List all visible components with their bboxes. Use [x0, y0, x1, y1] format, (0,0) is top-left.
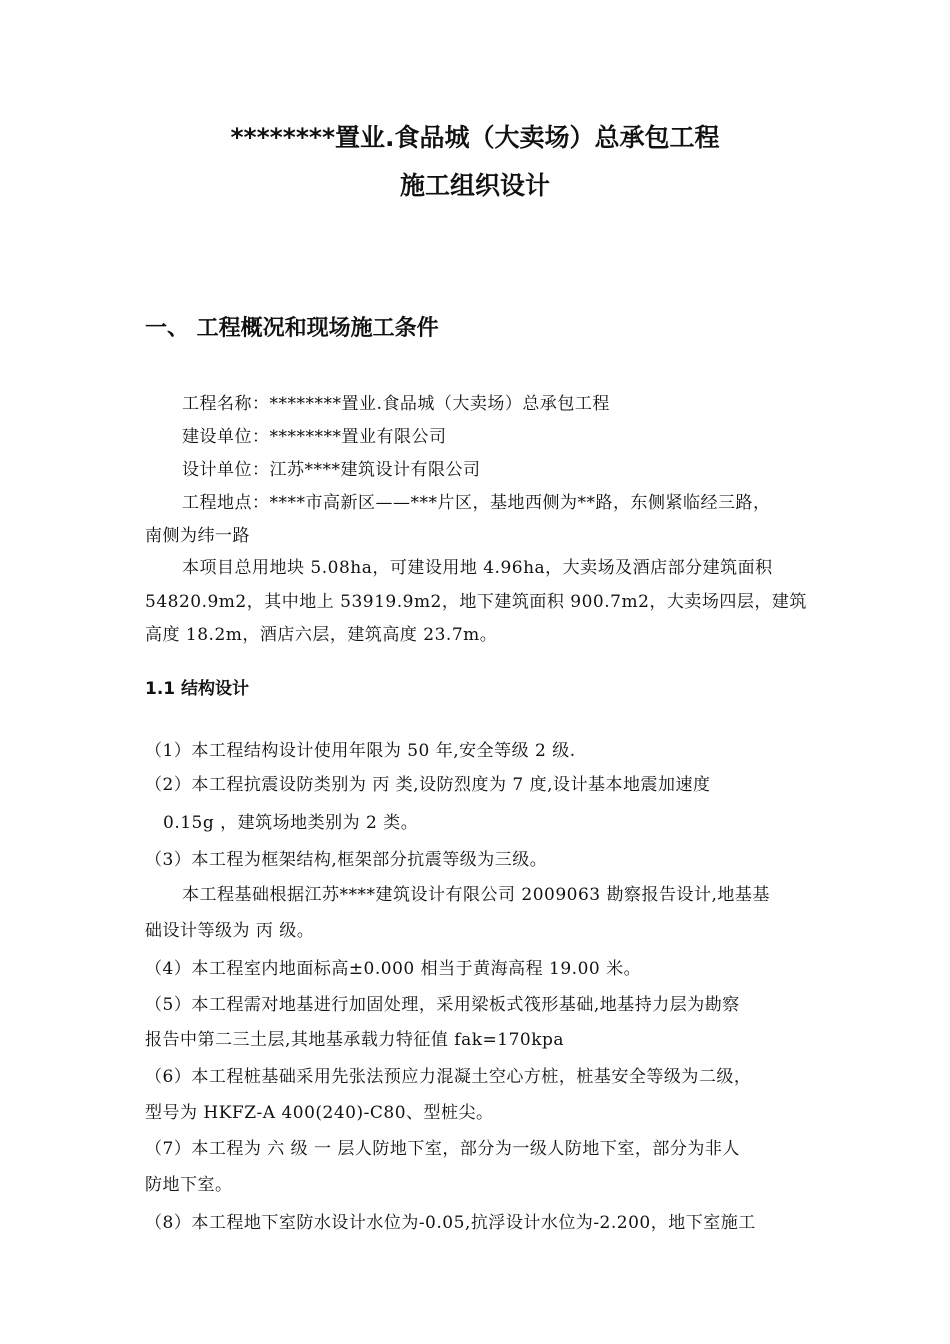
paragraph-line: 0.15g ，建筑场地类别为 2 类。: [163, 813, 419, 833]
paragraph-line: （8）本工程地下室防水设计水位为-0.05,抗浮设计水位为-2.200，地下室施工: [145, 1213, 756, 1233]
paragraph-line: 型号为 HKFZ-A 400(240)-C80、型桩尖。: [145, 1103, 494, 1123]
section-heading: 一、 工程概况和现场施工条件: [145, 316, 439, 341]
paragraph-line: （6）本工程桩基础采用先张法预应力混凝土空心方桩，桩基安全等级为二级，: [145, 1067, 752, 1087]
subsection-heading: 1.1 结构设计: [145, 679, 250, 699]
paragraph-line: 高度 18.2m，酒店六层，建筑高度 23.7m。: [145, 625, 498, 645]
paragraph-line: （2）本工程抗震设防类别为 丙 类,设防烈度为 7 度,设计基本地震加速度: [145, 775, 711, 795]
paragraph-line: 础设计等级为 丙 级。: [145, 921, 315, 941]
paragraph-line: 工程名称：********置业.食品城（大卖场）总承包工程: [182, 394, 610, 414]
paragraph-line: 建设单位：********置业有限公司: [182, 427, 447, 447]
paragraph-line: 报告中第二三土层,其地基承载力特征值 fak=170kpa: [145, 1030, 565, 1050]
document-subtitle: 施工组织设计: [399, 171, 550, 200]
paragraph-line: 本工程基础根据江苏****建筑设计有限公司 2009063 勘察报告设计,地基基: [182, 885, 770, 905]
paragraph-line: （1）本工程结构设计使用年限为 50 年,安全等级 2 级.: [145, 741, 576, 761]
document-title: ********置业.食品城（大卖场）总承包工程: [230, 123, 720, 152]
paragraph-line: （5）本工程需对地基进行加固处理，采用梁板式筏形基础,地基持力层为勘察: [145, 995, 740, 1015]
paragraph-line: 本项目总用地块 5.08ha，可建设用地 4.96ha，大卖场及酒店部分建筑面积: [182, 558, 773, 578]
paragraph-line: 防地下室。: [145, 1175, 233, 1195]
paragraph-line: （3）本工程为框架结构,框架部分抗震等级为三级。: [145, 850, 548, 870]
paragraph-line: （4）本工程室内地面标高±0.000 相当于黄海高程 19.00 米。: [145, 959, 642, 979]
paragraph-line: （7）本工程为 六 级 一 层人防地下室，部分为一级人防地下室，部分为非人: [145, 1139, 740, 1159]
paragraph-line: 南侧为纬一路: [145, 526, 250, 546]
paragraph-line: 工程地点：****市高新区——***片区，基地西侧为**路，东侧紧临经三路，: [182, 493, 771, 513]
paragraph-line: 54820.9m2，其中地上 53919.9m2，地下建筑面积 900.7m2，大卖场四层，建筑: [145, 592, 807, 612]
paragraph-line: 设计单位：江苏****建筑设计有限公司: [182, 460, 481, 480]
